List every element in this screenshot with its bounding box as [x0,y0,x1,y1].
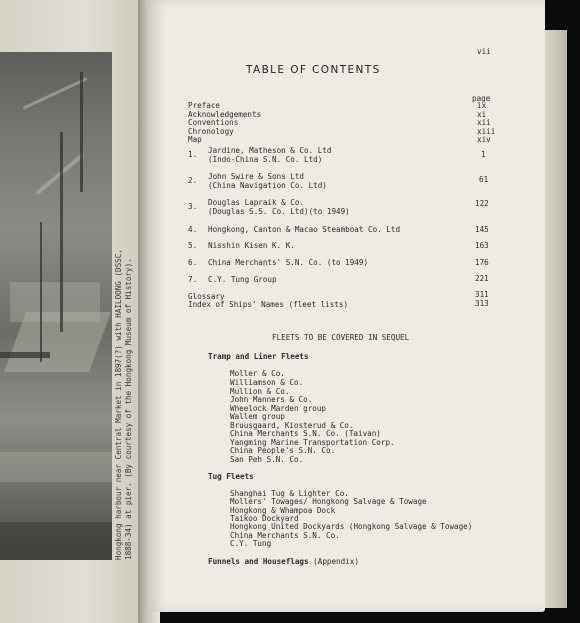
chapter-page: 163 [475,241,489,250]
toc-title: TABLE OF CONTENTS [246,64,381,76]
fleet-item: Bruusgaard, Kiosterud & Co. [230,421,354,430]
fleet-item: Mullion & Co. [230,387,290,396]
funnels-line [208,557,359,566]
fleet-item: John Manners & Co. [230,395,313,404]
fleet-item: Yangming Marine Transportation Corp. [230,438,395,447]
back-matter-label: Glossary [188,292,225,301]
fleet-item: Wheelock Marden group [230,404,327,413]
chapter-number: 7. [188,275,198,284]
chapter-page: 176 [475,258,489,267]
caption-line-2: 1888-34) at pier. (By courtesy of the Hongkong Museum of History). [124,258,133,560]
chapter-number: 2. [188,176,198,185]
front-matter-page: xiv [477,135,491,144]
front-matter-label: Acknowledgements [188,110,262,119]
chapter-number: 3. [188,202,198,211]
chapter-page: 145 [475,225,489,234]
chapter-number: 5. [188,241,198,250]
fleet-item: China Merchants S.N. Co. (Taivan) [230,429,381,438]
chapter-title: C.Y. Tung Group [208,275,277,284]
back-matter-label: Index of Ships' Names (fleet lists) [188,300,349,309]
fleet-item: Shanghai Tug & Lighter Co. [230,489,349,498]
front-matter-label: Conventions [188,118,239,127]
chapter-title: John Swire & Sons Ltd [208,172,305,181]
sequel-heading: FLEETS TO BE COVERED IN SEQUEL [272,333,410,342]
chapter-page: 221 [475,274,489,283]
fleet-item: Hongkong & Whampoa Dock [230,506,336,515]
front-matter-label: Map [188,135,202,144]
front-matter-label: Preface [188,101,221,110]
photo-caption [114,160,134,560]
front-matter-page: xii [477,118,491,127]
page-column-header: page [472,94,491,103]
fleet-item: Moller & Co. [230,369,285,378]
front-matter-page: xi [477,110,487,119]
back-matter-page: 311 [475,290,489,299]
front-matter-label: Chronology [188,127,234,136]
chapter-title: Douglas Lapraik & Co. [208,198,305,207]
page-number: vii [477,47,491,56]
funnels-heading: Funnels and Houseflags [208,557,309,566]
fleet-item: Wallem group [230,412,285,421]
front-matter-page: xiii [477,127,496,136]
front-matter-page: ix [477,101,487,110]
back-matter-page: 313 [475,299,489,308]
caption-line-1: Hongkong harbour near Central Market in 1897(?) with HAILOONG (DSSC, [114,249,123,560]
fleet-item: Taikoo Dockyard [230,514,299,523]
chapter-subtitle: (China Navigation Co. Ltd) [208,181,327,190]
tramp-fleets-heading: Tramp and Liner Fleets [208,352,309,361]
funnels-suffix: (Appendix) [313,557,359,566]
fleet-item: Williamson & Co. [230,378,304,387]
chapter-title: Nisshin Kisen K. K. [208,241,295,250]
chapter-subtitle: (Douglas S.S. Co. Ltd)(to 1949) [208,207,350,216]
chapter-number: 4. [188,225,198,234]
chapter-title: China Merchants' S.N. Co. (to 1949) [208,258,369,267]
fleet-item: Mollers' Towages/ Hongkong Salvage & Towage [230,497,427,506]
chapter-subtitle: (Indo-China S.N. Co. Ltd) [208,155,323,164]
chapter-page: 122 [475,199,489,208]
fleet-item: Hongkong United Dockyards (Hongkong Salvage & Towage) [230,522,473,531]
fleet-item: C.Y. Tung [230,539,272,548]
left-page [0,0,142,623]
chapter-page: 1 [481,150,486,159]
fleet-item: San Peh S.N. Co. [230,455,304,464]
page-edge [545,30,567,608]
chapter-number: 1. [188,150,198,159]
harbour-photo [0,52,112,560]
fleet-item: China People's S.N. Co. [230,446,336,455]
chapter-title: Hongkong, Canton & Macao Steamboat Co. Ltd [208,225,401,234]
chapter-number: 6. [188,258,198,267]
chapter-title: Jardine, Matheson & Co. Ltd [208,146,332,155]
fleet-item: China Merchants S.N. Co. [230,531,340,540]
tug-fleets-heading: Tug Fleets [208,472,254,481]
chapter-page: 61 [479,175,489,184]
